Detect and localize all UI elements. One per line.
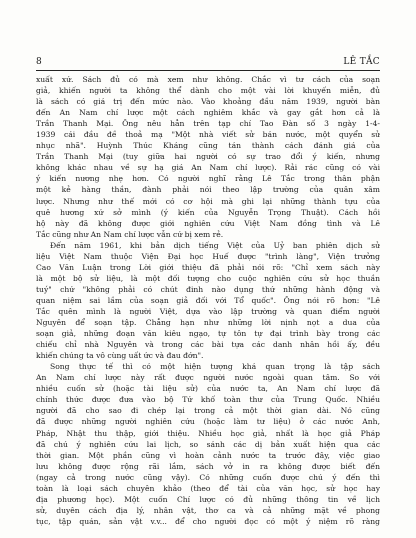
text-line: sử, duyên cách địa lý, nhân vật, thơ ca và cả những mặt về phong — [36, 505, 380, 515]
text-line: 1939 cái đầu đề thoả mạ "Một nhà viết sử bán nước, một quyển sử — [36, 130, 380, 140]
text-line: nhục nhã". Huỳnh Thúc Kháng cũng tán thành cách đánh giá của — [36, 141, 380, 151]
page-number: 8 — [36, 57, 42, 67]
text-line: Đến năm 1961, khi bản dịch tiếng Việt của Uỷ ban phiên dịch sử — [50, 240, 380, 250]
text-line: thời gian. Một phần cũng vì hoàn cảnh nước ta trước đây, việc giao — [36, 450, 380, 460]
text-line: toàn là loại sách chuyên khảo (theo để tài của văn học, sử học hay — [36, 483, 380, 493]
text-line: không khác nhau về sự hạ giá An Nam chí lược). Rải rác cũng có vài — [36, 163, 380, 173]
text-line: Cao Văn Luận trong Lời giới thiệu đã phải nói rõ: "Chỉ xem sách này — [36, 262, 380, 272]
text-line: chiếu chỉ nhà Nguyên và trong các bài tựa các danh nhân hồi ấy, đều — [36, 340, 380, 350]
text-line: liệu Việt Nam thuộc Viện Đại học Huế được "trình làng", Viện trưởng — [36, 251, 380, 261]
text-line: soạn giả, những đoạn văn kiêu ngạo, tự tôn tự đại trình bày trong các — [36, 329, 380, 339]
text-line: lược. Nhưng như thế mới có cơ hội mà ghi lại những thành tựu của — [36, 196, 380, 206]
text-line: đến An Nam chí lược một cách nghiêm khắc và gay gắt hơn cả là — [36, 108, 380, 118]
text-line: Tắc cũng như An Nam chí lược vẫn cứ bị xem rẻ. — [36, 229, 224, 239]
text-line: một kẻ hàng thần, đành phải nói theo lập trường của quân xâm — [36, 185, 380, 195]
text-line: Trần Thanh Mại (tuy giữa hai người có sự trao đổi ý kiến, nhưng — [36, 152, 380, 162]
text-line: Song thực tế thì có một hiện tượng khá quan trọng là tập sách — [50, 362, 380, 372]
text-line: hộ này đã không được giới nghiên cứu Việt Nam đồng tình và Lê — [36, 218, 380, 228]
text-line: người đã cho sao đi chép lại trong cả một thời gian dài. Nó cũng — [36, 406, 380, 416]
text-line: Nguyên để soạn tập. Chẳng hạn như những lời nịnh nọt a dua của — [36, 318, 380, 328]
text-line: tuý" chứ "không phải có chút đinh nào dụng thứ những hành động và — [36, 284, 380, 294]
text-line: tục, tập quán, sản vật v.v... để cho người đọc có một ý niệm rõ ràng — [36, 516, 380, 526]
text-line: An Nam chí lược này rất được người nước ngoài quan tâm. So với — [36, 373, 380, 383]
text-line: khiến chúng ta vô cùng uất ức và đau đớn". — [36, 351, 204, 361]
text-line: Pháp, Nhật thu thập, giới thiệu. Nhiều học giả, nhất là học giả Pháp — [36, 428, 380, 438]
text-line: lưu không được rộng rãi lắm, sách vở in ra không được biết đến — [36, 461, 380, 471]
text-line: Trần Thanh Mại. Ông nêu hẳn trên tạp chí Tao Đàn số 3 ngày 1-4- — [36, 119, 380, 129]
page-header — [36, 56, 380, 68]
running-title: LÊ TẮC — [343, 57, 380, 67]
text-line: là một bộ sử liệu, là một đối tượng cho cuộc nghiên cứu sử học thuần — [36, 273, 380, 283]
text-line: (ngay cả trong nước cũng vậy). Có những cuốn được chú ý đến thì — [36, 472, 380, 482]
text-line: ý kiến nương nhẹ hơn. Có người nghĩ rằng Lê Tắc trong thân phận — [36, 174, 380, 184]
body-text — [36, 74, 380, 527]
text-line: xuất xứ. Sách đủ có mà xem như không. Chắc vì tư cách của soạn — [36, 75, 380, 84]
text-line: quê hương xứ sở mình (ý kiến của Nguyễn Trọng Thuật). Cách hồi — [36, 207, 380, 217]
text-line: chính thức được đưa vào bộ Tứ khố toàn thư của Trung Quốc. Nhiều — [36, 395, 380, 405]
text-line: Tắc quên mình là người Việt, dựa vào lập trường và quan điểm người — [36, 306, 380, 316]
text-line: là sách có giá trị đến mức nào. Vào khoảng đầu năm 1939, người bàn — [36, 97, 380, 107]
header-rule — [36, 70, 380, 71]
text-line: đã chú ý nghiên cứu lai lịch, so sánh các dị bản xuất hiện qua các — [36, 439, 380, 449]
text-line: quan niệm sai lầm của soạn giả đối với Tổ quốc". Ông nói rõ hơn: "Lê — [36, 295, 380, 305]
text-line: địa phương học). Một cuốn Chí lược có đủ những thông tin về lịch — [36, 494, 380, 504]
text-line: nhiều cuốn sử (hoặc tài liệu sử) của nước ta, An Nam chí lược đã — [36, 384, 380, 394]
text-line: đã được những người nghiên cứu (hoặc làm tư liệu) ở các nước Anh, — [36, 417, 380, 427]
text-line: giả, khiến người ta không thể dành cho một vài lời khuyến miễn, đủ — [36, 86, 380, 96]
